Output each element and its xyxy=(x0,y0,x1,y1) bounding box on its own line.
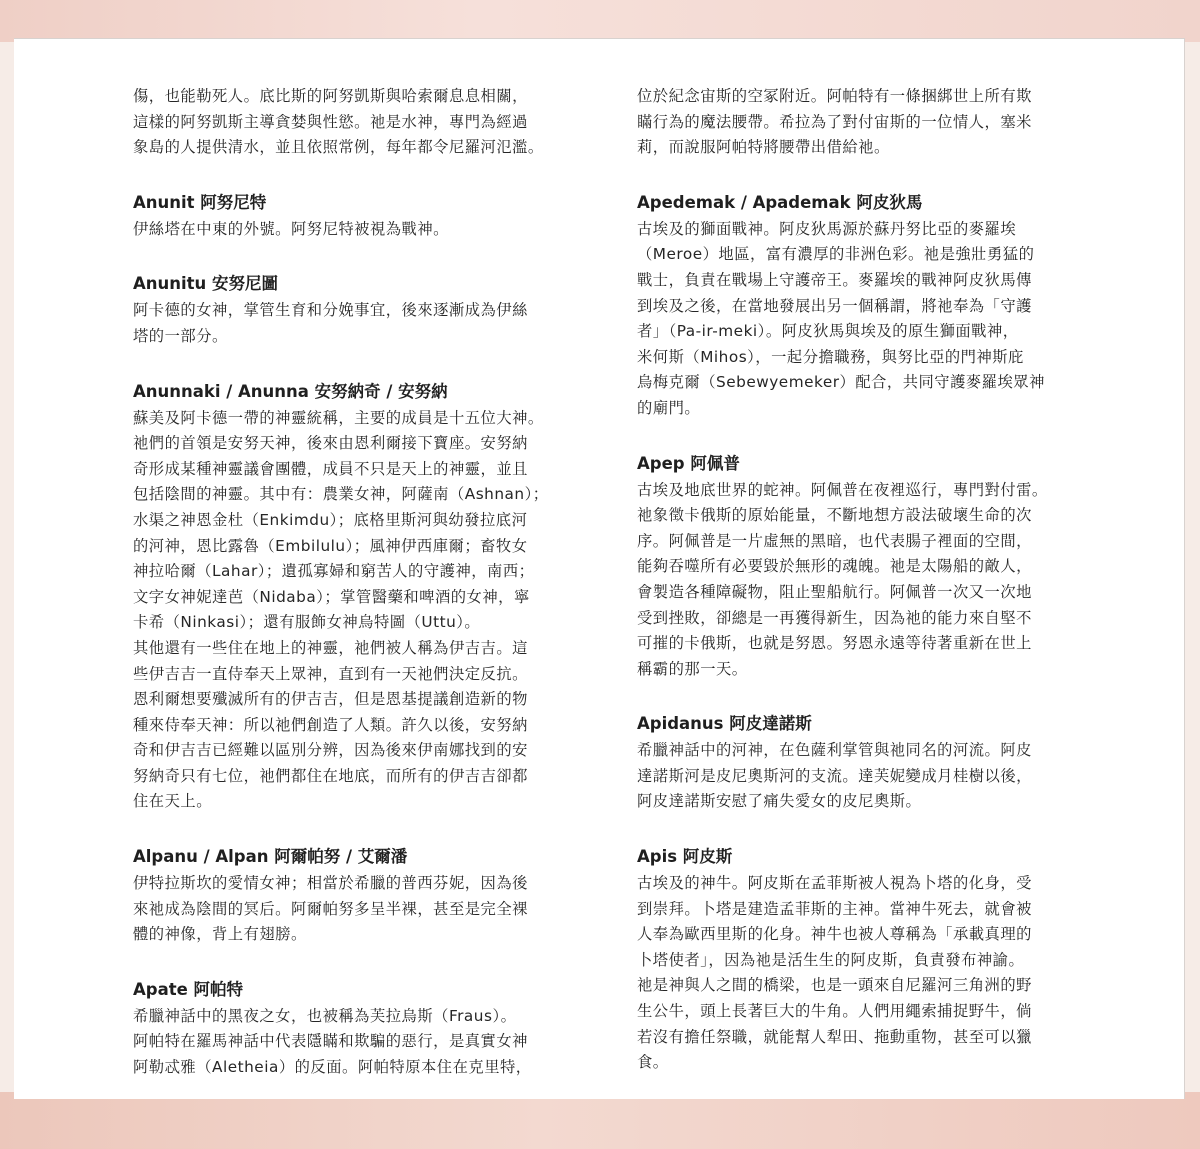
entry-text: 古埃及的神牛。阿皮斯在孟菲斯被人視為卜塔的化身，受 到崇拜。卜塔是建造孟菲斯的主神。當神牛死去，就會被 人奉為歐西里斯的化身。神牛也被人尊稱為「承載真理的 卜塔使者」，因為祂是活生生的阿皮斯，負責發布神諭。 祂是神與人之間的橋梁，也是一頭來自尼羅河三角洲的野 生公牛，頭上長著巨大的牛角。人們用繩索捕捉野牛，倘 若沒有擔任祭職，就能幫人犁田、拖動重物，甚至可以獵 食。 xyxy=(637,874,1032,1072)
entry-apep xyxy=(637,452,1099,683)
entry-anunitu xyxy=(133,272,593,349)
right-column xyxy=(637,84,1099,1076)
entry-heading: Anunnaki / Anunna 安努納奇 / 安努納 xyxy=(133,381,448,401)
left-intro-paragraph: 傷，也能勒死人。底比斯的阿努凱斯與哈索爾息息相關， 這樣的阿努凱斯主導貪婪與性慾。祂是水神，專門為經過 象島的人提供清水，並且依照常例，每年都令尼羅河氾濫。 xyxy=(133,87,544,157)
entry-apate xyxy=(133,978,593,1081)
left-column xyxy=(133,84,593,1081)
entry-text: 伊特拉斯坎的愛情女神；相當於希臘的普西芬妮，因為後 來祂成為陰間的冥后。阿爾帕努多呈半裸，甚至是完全裸 體的神像，背上有翅膀。 xyxy=(133,874,528,944)
entry-anunit xyxy=(133,191,593,243)
entry-apis xyxy=(637,845,1099,1076)
entry-text: 希臘神話中的河神，在色薩利掌管與祂同名的河流。阿皮 達諾斯河是皮尼奧斯河的支流。達芙妮變成月桂樹以後， 阿皮達諾斯安慰了痛失愛女的皮尼奧斯。 xyxy=(637,741,1032,811)
entry-heading: Anunitu 安努尼圖 xyxy=(133,274,279,294)
entry-anunnaki xyxy=(133,380,593,816)
entry-heading: Apis 阿皮斯 xyxy=(637,847,733,867)
entry-alpanu xyxy=(133,845,593,948)
entry-apidanus xyxy=(637,712,1099,815)
entry-heading: Alpanu / Alpan 阿爾帕努 / 艾爾潘 xyxy=(133,847,408,867)
scan-top-edge xyxy=(0,0,1200,42)
entry-text: 伊絲塔在中東的外號。阿努尼特被視為戰神。 xyxy=(133,219,449,238)
entry-text: 古埃及的獅面戰神。阿皮狄馬源於蘇丹努比亞的麥羅埃 （Meroe）地區，富有濃厚的非洲色彩。祂是強壯勇猛的 戰士，負責在戰場上守護帝王。麥羅埃的戰神阿皮狄馬傳 到埃及之後，在當地發展出另一個稱謂，將祂奉為「守護 者」（Pa-ir-meki）。阿皮狄馬與埃及的原生獅面戰神， 米何斯（Mihos），一起分擔職務，與努比亞的門神斯庇 烏梅克爾（Sebewyemeker）配合，共同守護麥羅埃眾神 的廟門。 xyxy=(637,219,1045,417)
entry-heading: Apep 阿佩普 xyxy=(637,453,740,473)
entry-heading: Apate 阿帕特 xyxy=(133,979,244,999)
entry-heading: Apedemak / Apademak 阿皮狄馬 xyxy=(637,192,923,212)
entry-text: 希臘神話中的黑夜之女，也被稱為芙拉烏斯（Fraus）。 阿帕特在羅馬神話中代表隱瞞和欺騙的惡行，是真實女神 阿勒忒雅（Aletheia）的反面。阿帕特原本住在克里特， xyxy=(133,1006,532,1077)
scan-bottom-edge xyxy=(0,1092,1200,1149)
entry-text: 古埃及地底世界的蛇神。阿佩普在夜裡巡行，專門對付雷。 祂象徵卡俄斯的原始能量，不斷地想方設法破壞生命的次 序。阿佩普是一片虛無的黑暗，也代表腸子裡面的空間， 能夠吞噬所有必要毀於無形的魂魄。祂是太陽船的敵人， 會製造各種障礙物，阻止聖船航行。阿佩普一次又一次地 受到挫敗，卻總是一再獲得新生，因為祂的能力來自堅不 可摧的卡俄斯，也就是努恩。努恩永遠等待著重新在世上 稱霸的那一天。 xyxy=(637,480,1048,678)
entry-text-continued: 其他還有一些住在地上的神靈，祂們被人稱為伊吉吉。這 些伊吉吉一直侍奉天上眾神，直到有一天祂們決定反抗。 恩利爾想要殲滅所有的伊吉吉，但是恩基提議創造新的物 種來侍奉天神：所以祂們創造了人類。許久以後，安努納 奇和伊吉吉已經難以區別分辨，因為後來伊南娜找到的安 努納奇只有七位，祂們都住在地底，而所有的伊吉吉卻都 住在天上。 xyxy=(133,638,528,811)
entry-heading: Anunit 阿努尼特 xyxy=(133,192,267,212)
entry-apedemak xyxy=(637,191,1099,422)
entry-text: 阿卡德的女神，掌管生育和分娩事宜，後來逐漸成為伊絲 塔的一部分。 xyxy=(133,301,528,345)
entry-heading: Apidanus 阿皮達諾斯 xyxy=(637,714,812,734)
right-intro-paragraph: 位於紀念宙斯的空冢附近。阿帕特有一條捆綁世上所有欺 瞞行為的魔法腰帶。希拉為了對付宙斯的一位情人，塞米 莉，而說服阿帕特將腰帶出借給祂。 xyxy=(637,87,1032,157)
entry-text: 蘇美及阿卡德一帶的神靈統稱，主要的成員是十五位大神。 祂們的首領是安努天神，後來由恩利爾接下寶座。安努納 奇形成某種神靈議會團體，成員不只是天上的神靈，並且 包括陰間的神靈。其中有：農業女神，阿薩南（Ashnan）； 水渠之神恩金杜（Enkimdu）；底格里斯河與幼發拉底河 的河神，恩比露魯（Embilulu）；風神伊西庫爾；畜牧女 神拉哈爾（Lahar）；遺孤寡婦和窮苦人的守護神，南西； 文字女神妮達芭（Nidaba）；掌管醫藥和啤酒的女神，寧 卡希（Ninkasi）；還有服飾女神烏特圖（Uttu）。 xyxy=(133,408,549,632)
